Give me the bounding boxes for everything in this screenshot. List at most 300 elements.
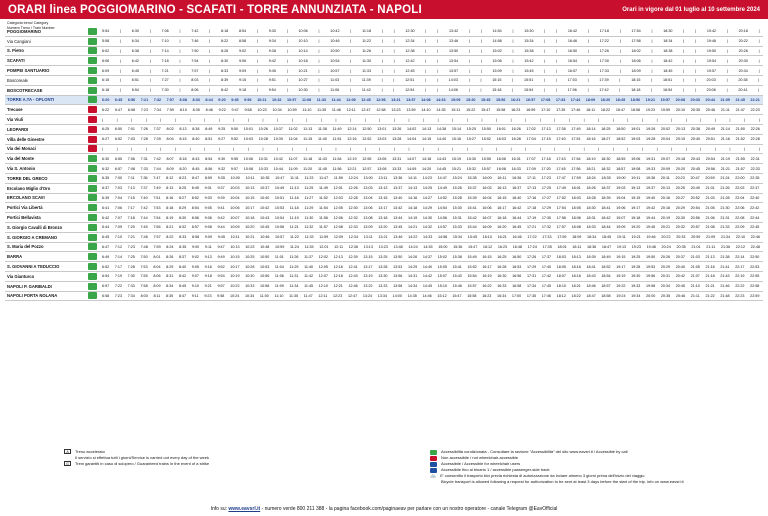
accessible-icon xyxy=(88,194,97,201)
departure-time: 11:10 xyxy=(302,107,312,112)
departure-time: 13:08 xyxy=(377,166,387,171)
departure-time: | xyxy=(256,58,258,63)
table-row xyxy=(5,66,763,76)
departure-time: 10:39 xyxy=(273,137,283,142)
departure-time: 12:03 xyxy=(333,195,343,200)
departure-time: 18:41 xyxy=(586,264,596,269)
departure-times xyxy=(99,157,763,161)
departure-time: 20:03 xyxy=(706,78,716,83)
departure-time: 8:47 xyxy=(191,176,200,181)
departure-time: | xyxy=(291,146,293,151)
departure-time: 10:31 xyxy=(258,156,268,161)
departure-time: 10:20 xyxy=(245,225,255,230)
departure-time: 17:40 xyxy=(541,264,552,269)
departure-time: 18:55 xyxy=(616,156,626,161)
departure-time: 17:11 xyxy=(526,176,536,181)
departure-time: 19:57 xyxy=(706,68,717,73)
departure-time: 21:22 xyxy=(705,293,715,298)
departure-time: 6:55 xyxy=(114,156,123,161)
departure-time: 14:38 xyxy=(436,127,447,132)
departure-time: 20:49 xyxy=(705,127,716,132)
departure-time: 20:35 xyxy=(676,244,686,249)
departure-time: | xyxy=(481,117,483,122)
departure-time: 6:38 xyxy=(131,48,139,53)
departure-time: 11:35 xyxy=(304,244,314,249)
station-name: Portici Bellavista xyxy=(7,215,41,221)
departure-time: | xyxy=(651,39,653,44)
departure-time: 18:03 xyxy=(571,195,581,200)
departure-time: 19:21 xyxy=(645,97,656,102)
departure-time: 19:33 xyxy=(646,166,656,171)
departure-time: | xyxy=(320,117,322,122)
departure-time: 6:58 xyxy=(102,293,110,298)
departure-time: 13:21 xyxy=(391,97,401,102)
departure-time: 9:05 xyxy=(191,264,199,269)
departure-time: 17:54 xyxy=(556,205,566,210)
departure-time: 17:56 xyxy=(556,215,566,220)
departure-time: 7:40 xyxy=(140,195,148,200)
departure-time: | xyxy=(379,146,381,151)
departure-time: 20:02 xyxy=(660,127,671,132)
departure-time: 10:07 xyxy=(230,215,240,220)
departure-time: | xyxy=(425,78,427,83)
departure-time: 10:53 xyxy=(260,264,270,269)
departure-time: | xyxy=(233,146,235,151)
departure-time: 10:43 xyxy=(260,215,270,220)
departure-time: 6:02 xyxy=(102,48,110,53)
departure-time: | xyxy=(556,29,558,34)
departure-time: | xyxy=(306,117,308,122)
departure-time: 16:22 xyxy=(482,284,492,289)
departure-time: | xyxy=(480,29,482,34)
departure-time: 11:06 xyxy=(274,274,284,279)
departure-time: 7:11 xyxy=(127,176,135,181)
departure-time: 11:57 xyxy=(319,225,328,230)
departure-time: | xyxy=(587,68,589,73)
not-accessible-icon xyxy=(88,136,97,143)
departure-time: 8:37 xyxy=(178,254,187,259)
departure-time: 8:46 xyxy=(205,107,213,112)
departure-time: 7:12 xyxy=(114,244,123,249)
departure-time: | xyxy=(468,58,470,63)
station-name: ERCOLANO SCAVI xyxy=(7,195,45,201)
departure-time: 11:02 xyxy=(288,127,298,132)
departure-time: 21:41 xyxy=(720,264,730,269)
departure-time: 8:34 xyxy=(166,284,174,289)
departure-time: 6:57 xyxy=(114,166,123,171)
departure-time: | xyxy=(587,78,589,83)
departure-time: 18:06 xyxy=(631,58,641,63)
departure-time: 18:05 xyxy=(556,264,566,269)
legend-conditional: Accessibilità condizionata - Consultare la sezione "Accessibilità" del sito www.eavsrl.it / Accessible by call xyxy=(441,449,628,454)
footer xyxy=(0,506,768,512)
departure-time: 12:43 xyxy=(348,274,358,279)
accessible-icon xyxy=(88,155,97,162)
departure-time: 8:15 xyxy=(179,137,187,142)
departure-time: 19:23 xyxy=(631,244,641,249)
departure-time: 16:06 xyxy=(482,205,492,210)
departure-time: | xyxy=(306,146,308,151)
departure-time: 17:30 xyxy=(599,58,609,63)
departure-time: 11:54 xyxy=(332,156,342,161)
departure-time: | xyxy=(179,68,181,73)
departure-time: 15:50 xyxy=(481,127,491,132)
departure-time: 6:42 xyxy=(102,215,110,220)
departure-time: 18:09 xyxy=(585,97,596,102)
departure-time: 10:46 xyxy=(260,235,270,240)
legend-g-text: Treni garantiti in caso di sciopero / Guaranteed trains in the event of a strike xyxy=(75,461,210,466)
departure-times xyxy=(99,69,763,73)
departure-time: | xyxy=(286,48,288,53)
departure-time: 9:10 xyxy=(191,284,199,289)
departure-time: 10:21 xyxy=(257,97,267,102)
departure-time: 8:49 xyxy=(205,127,213,132)
departure-time: | xyxy=(480,78,482,83)
departure-time: 8:10 xyxy=(179,107,187,112)
departure-time: 15:09 xyxy=(451,97,461,102)
departure-time: 14:27 xyxy=(422,195,433,200)
departure-time: 21:46 xyxy=(720,284,730,289)
departure-time: 16:15 xyxy=(482,254,492,259)
departure-time: 10:13 xyxy=(245,186,255,191)
departure-time: 14:24 xyxy=(408,244,418,249)
departure-time: 17:18 xyxy=(526,205,537,210)
departure-time: 20:09 xyxy=(660,166,671,171)
departure-time: | xyxy=(480,48,482,53)
departure-time: 9:52 xyxy=(230,137,239,142)
departure-time: | xyxy=(350,117,352,122)
departure-time: 18:03 xyxy=(556,254,566,259)
departure-time: 16:44 xyxy=(512,215,522,220)
departure-time: 10:08 xyxy=(243,166,254,171)
departure-time: 21:28 xyxy=(720,195,730,200)
departure-time: 18:09 xyxy=(572,235,582,240)
departure-time: 15:00 xyxy=(438,244,448,249)
departure-time: 17:07 xyxy=(526,156,536,161)
station-name: LEOPARDI xyxy=(7,126,29,132)
departure-time: 15:02 xyxy=(492,48,502,53)
departure-time: 8:49 xyxy=(191,186,199,191)
departure-time: 15:45 xyxy=(480,97,491,102)
departure-time: 14:30 xyxy=(422,215,433,220)
departure-time: 19:34 xyxy=(631,293,641,298)
departure-time: 16:46 xyxy=(567,39,578,44)
table-row xyxy=(5,145,763,155)
departure-time: 12:47 xyxy=(347,293,358,298)
departure-time: 17:15 xyxy=(541,137,551,142)
departure-time: 11:22 xyxy=(289,235,299,240)
departure-time: 7:10 xyxy=(114,235,123,240)
departure-time: 12:23 xyxy=(333,293,343,298)
station-name: S. Pietro xyxy=(7,48,24,54)
departure-time: 9:01 xyxy=(204,186,212,191)
departure-time: 17:09 xyxy=(526,166,536,171)
departure-time: | xyxy=(179,78,181,83)
departure-time: 8:54 xyxy=(205,156,213,161)
departure-time: | xyxy=(209,29,211,34)
departure-time: 7:20 xyxy=(127,225,135,230)
departure-time: 19:01 xyxy=(631,127,641,132)
departure-time: 12:10 xyxy=(318,284,328,289)
departure-time: 20:45 xyxy=(675,284,685,289)
departure-time: 7:18 xyxy=(127,215,135,220)
departure-time: 7:55 xyxy=(140,274,148,279)
station-name: S. GIORGIO A CREMANO xyxy=(7,234,58,240)
departure-time: | xyxy=(149,48,151,53)
departure-time: | xyxy=(437,146,439,151)
departure-time: 22:17 xyxy=(735,264,745,269)
bicycle-icon: 🚲 xyxy=(430,473,437,479)
departure-time: 11:31 xyxy=(289,274,299,279)
departure-time: 15:54 xyxy=(467,274,477,279)
departure-time: 20:34 xyxy=(660,284,671,289)
departure-time: | xyxy=(683,68,685,73)
departure-time: 17:10 xyxy=(541,107,551,112)
accessible-icon xyxy=(88,67,97,74)
departure-time: 20:40 xyxy=(675,264,685,269)
departure-time: 15:09 xyxy=(492,68,502,73)
departure-time: 17:35 xyxy=(556,107,566,112)
departure-time: | xyxy=(651,78,653,83)
departure-time: 22:40 xyxy=(750,195,760,200)
departure-time: 13:53 xyxy=(393,264,403,269)
departure-time: 16:28 xyxy=(497,264,507,269)
departure-time: 18:01 xyxy=(571,186,581,191)
departure-time: 11:06 xyxy=(330,88,340,93)
departure-time: 17:18 xyxy=(541,156,551,161)
departure-time: 10:06 xyxy=(230,205,240,210)
departure-time: 7:51 xyxy=(153,195,161,200)
departure-time: 21:16 xyxy=(720,137,730,142)
departure-time: 15:57 xyxy=(467,284,477,289)
departure-time: 22:53 xyxy=(750,264,760,269)
departure-time: 10:09 xyxy=(230,225,240,230)
departure-time: 19:13 xyxy=(616,244,627,249)
departure-time: | xyxy=(256,29,258,34)
departure-time: 13:13 xyxy=(378,186,388,191)
departure-time: | xyxy=(683,78,684,83)
departure-time: | xyxy=(393,29,395,34)
departure-time: 12:34 xyxy=(405,39,415,44)
departure-time: 15:57 xyxy=(481,166,491,171)
departure-time: 18:24 xyxy=(586,176,596,181)
accessible-icon xyxy=(88,283,97,290)
table-row xyxy=(5,203,763,213)
departure-time: 8:03 xyxy=(191,78,199,83)
departure-times xyxy=(99,255,763,259)
departure-time: 13:11 xyxy=(378,176,388,181)
station-name: Via S. Antonio xyxy=(7,166,36,172)
accessible-icon xyxy=(88,47,97,54)
departure-time: | xyxy=(209,39,211,44)
departure-time: 17:00 xyxy=(511,293,522,298)
departure-time: 11:26 xyxy=(289,254,299,259)
departure-time: 11:15 xyxy=(303,137,313,142)
departure-time: 15:36 xyxy=(453,244,463,249)
departure-time: 14:29 xyxy=(422,205,433,210)
departure-time: 13:58 xyxy=(393,284,403,289)
departure-time: 11:45 xyxy=(317,166,327,171)
departure-time: | xyxy=(437,68,439,73)
departure-time: 20:04 xyxy=(660,137,671,142)
departure-time: 17:38 xyxy=(556,127,566,132)
departure-time: | xyxy=(480,58,482,63)
departure-time: 21:14 xyxy=(720,127,730,132)
departure-time: | xyxy=(694,78,696,83)
departure-time: 7:23 xyxy=(127,244,135,249)
departure-time: 16:07 xyxy=(482,215,492,220)
departure-time: 8:32 xyxy=(178,225,187,230)
departure-time: 20:30 xyxy=(675,215,685,220)
station-name: Via Viuli xyxy=(7,117,24,123)
departure-time: 10:23 xyxy=(245,244,255,249)
departure-time: 15:46 xyxy=(452,284,462,289)
departure-time: 7:32 xyxy=(153,97,162,102)
departure-time: 10:30 xyxy=(298,88,308,93)
departure-time: 11:21 xyxy=(289,225,299,230)
departure-time: | xyxy=(587,39,589,44)
departure-time: 11:32 xyxy=(304,225,314,230)
departure-time: 20:59 xyxy=(691,235,701,240)
station-name: S. GIOVANNI A TEDUCCIO xyxy=(7,264,60,270)
departure-time: 20:13 xyxy=(660,186,671,191)
departure-time: 11:11 xyxy=(290,176,299,181)
departure-time: 10:14 xyxy=(298,48,308,53)
departure-time: | xyxy=(468,88,470,93)
departure-time: 15:42 xyxy=(524,58,534,63)
departure-time: 17:03 xyxy=(567,78,577,83)
departure-time: 20:33 xyxy=(690,97,700,102)
departure-time: 20:00 xyxy=(646,293,656,298)
table-row xyxy=(5,174,763,184)
departure-time: 10:44 xyxy=(273,166,283,171)
departure-time: 15:55 xyxy=(481,156,491,161)
departure-time: 16:54 xyxy=(567,58,578,63)
departure-time: 16:21 xyxy=(497,235,507,240)
departure-time: 17:02 xyxy=(526,127,536,132)
departure-time: 7:53 xyxy=(140,264,148,269)
departure-time: | xyxy=(525,117,527,122)
accessible-icon xyxy=(88,273,97,280)
departure-time: 12:26 xyxy=(348,186,358,191)
departure-time: | xyxy=(179,39,181,44)
departure-time: 18:47 xyxy=(601,244,612,249)
departure-time: 15:38 xyxy=(524,48,534,53)
departure-time: 6:44 xyxy=(102,225,110,230)
departure-time: 5:58 xyxy=(102,39,110,44)
departure-time: 16:13 xyxy=(497,186,507,191)
departure-time: 19:24 xyxy=(616,293,626,298)
departure-time: 19:31 xyxy=(646,156,656,161)
departure-time: 21:30 xyxy=(720,205,730,210)
departure-time: | xyxy=(364,117,366,122)
departure-time: | xyxy=(481,146,483,151)
departure-time: 15:16 xyxy=(451,137,462,142)
departure-time: 13:13 xyxy=(363,244,373,249)
wheelchair-icon xyxy=(430,462,437,467)
departure-time: 18:13 xyxy=(571,254,581,259)
departure-time: 18:11 xyxy=(586,107,596,112)
departure-time: 9:02 xyxy=(191,254,199,259)
departure-time: 11:40 xyxy=(304,264,314,269)
departure-time: 11:49 xyxy=(332,127,342,132)
departure-time: 6:09 xyxy=(102,68,110,73)
departure-time: 13:50 xyxy=(393,254,403,259)
departure-time: 6:52 xyxy=(114,137,123,142)
departure-time: 8:51 xyxy=(205,137,213,142)
departure-time: 8:09 xyxy=(166,166,174,171)
departure-time: 14:58 xyxy=(437,235,448,240)
departure-time: 7:04 xyxy=(114,195,123,200)
departure-time: 13:04 xyxy=(363,195,373,200)
departure-time: 11:01 xyxy=(274,254,284,259)
departure-time: 20:16 xyxy=(660,195,671,200)
departure-time: 21:03 xyxy=(705,195,715,200)
departure-time: | xyxy=(350,78,352,83)
departure-time: 7:28 xyxy=(127,264,135,269)
departure-times xyxy=(99,118,763,122)
departure-time: 20:56 xyxy=(705,166,716,171)
departure-time: 13:56 xyxy=(393,274,403,279)
departure-time: | xyxy=(209,58,211,63)
departure-time: 16:18 xyxy=(497,215,507,220)
legend-accessible: Accessibile / Accessible for wheelchair users xyxy=(441,461,521,466)
departure-time: | xyxy=(318,58,320,63)
departure-time: | xyxy=(656,146,658,151)
departure-time: 11:33 xyxy=(362,68,372,73)
departure-time: 13:17 xyxy=(378,205,388,210)
website-link[interactable]: www.eavsrl.it xyxy=(228,506,261,512)
departure-time: 8:24 xyxy=(166,244,174,249)
departure-time: 6:20 xyxy=(102,97,110,102)
departure-time: 17:22 xyxy=(599,39,609,44)
departure-times xyxy=(99,245,763,249)
timetable xyxy=(5,27,763,301)
departure-time: | xyxy=(209,78,211,83)
departure-time: | xyxy=(189,117,191,122)
departure-time: | xyxy=(466,117,468,122)
departure-time: 10:18 xyxy=(245,215,255,220)
departure-time: 18:47 xyxy=(586,293,596,298)
departure-time: 10:37 xyxy=(273,127,283,132)
departure-time: 17:54 xyxy=(631,29,641,34)
table-row xyxy=(5,115,763,125)
departure-time: 12:01 xyxy=(333,186,343,191)
departure-time: 22:46 xyxy=(750,235,760,240)
departure-time: 15:28 xyxy=(452,195,462,200)
departure-time: 13:23 xyxy=(378,244,388,249)
accessible-icon xyxy=(88,253,97,260)
departure-time: | xyxy=(425,68,427,73)
departure-time: 7:23 xyxy=(114,293,123,298)
departure-time: | xyxy=(627,117,629,122)
departure-time: 9:06 xyxy=(238,58,247,63)
departure-time: 13:57 xyxy=(448,68,459,73)
departure-time: 13:23 xyxy=(391,107,401,112)
departure-time: 19:13 xyxy=(631,186,641,191)
departure-time: 10:17 xyxy=(245,205,255,210)
departure-time: 14:35 xyxy=(407,293,417,298)
departure-time: 21:11 xyxy=(690,293,700,298)
departure-times xyxy=(99,284,763,288)
departure-time: 14:13 xyxy=(421,127,432,132)
departure-time: 16:11 xyxy=(497,176,507,181)
departure-time: 20:11 xyxy=(660,176,670,181)
departure-time: 12:18 xyxy=(333,274,343,279)
departure-time: | xyxy=(350,48,352,53)
departure-time: 18:39 xyxy=(586,254,596,259)
departure-time: 10:47 xyxy=(275,176,285,181)
